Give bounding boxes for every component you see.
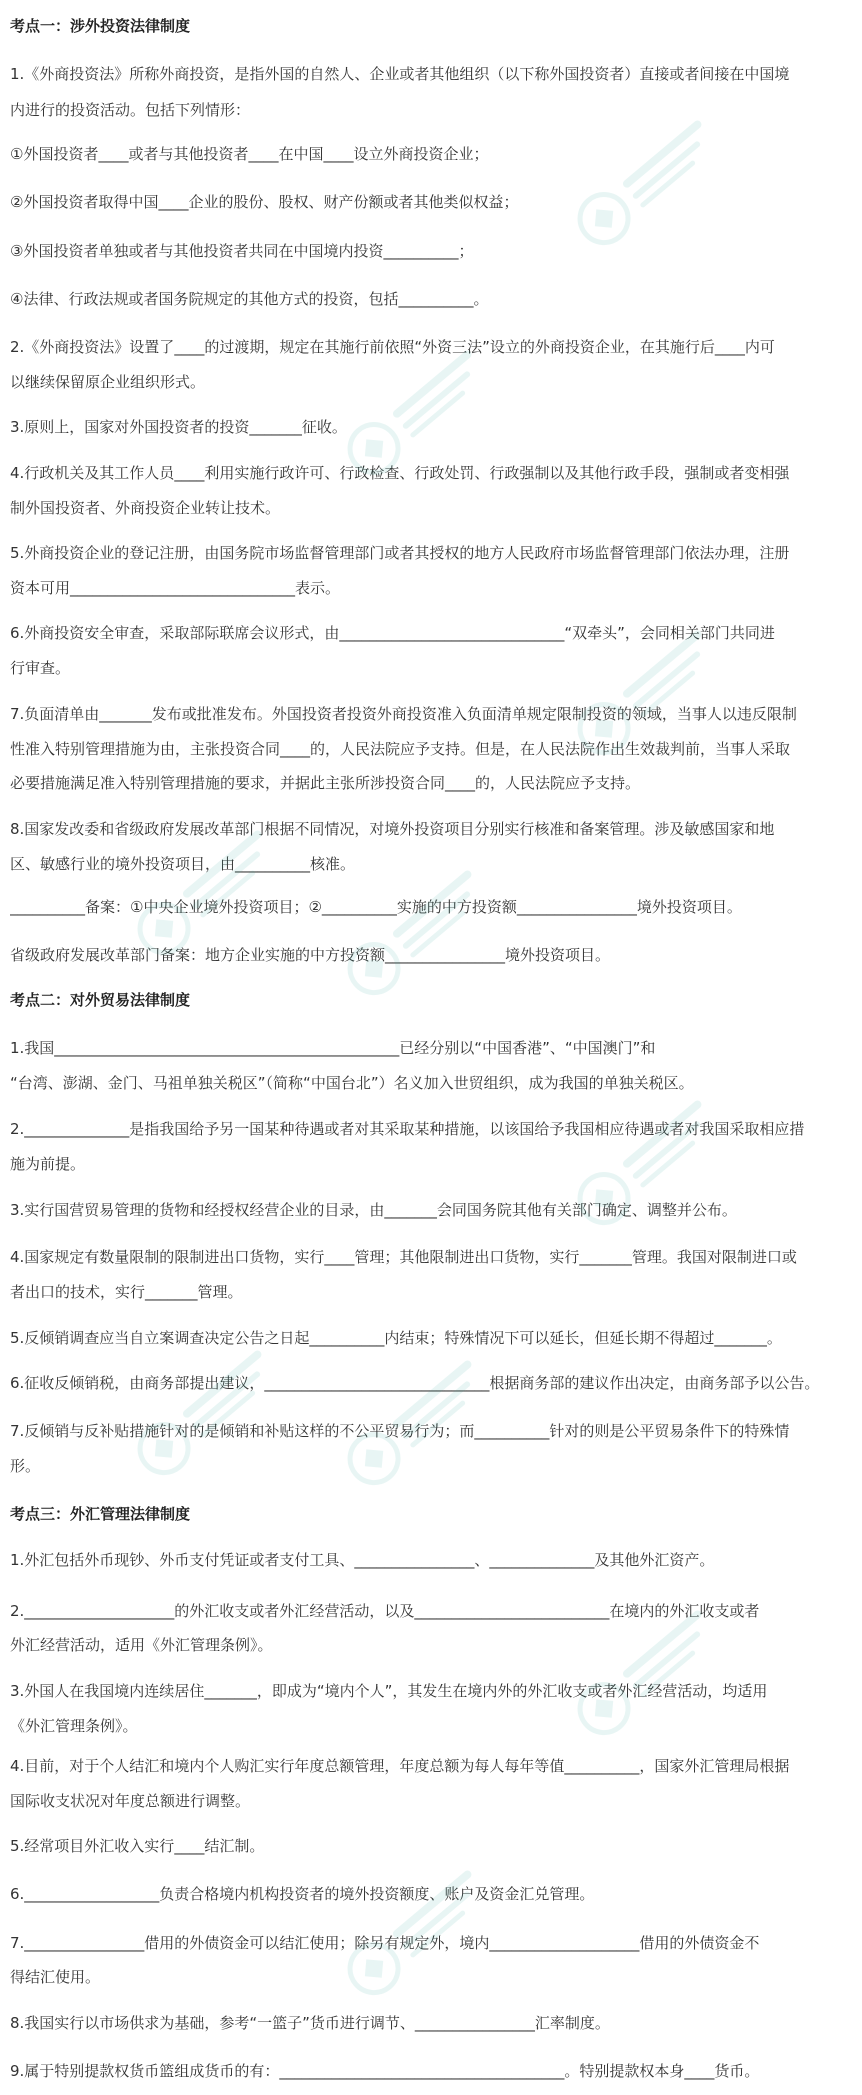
text-line: 施为前提。 bbox=[10, 1155, 86, 1173]
text-line: 制外国投资者、外商投资企业转让技术。 bbox=[10, 499, 281, 517]
text-line: 2.《外商投资法》设置了____的过渡期，规定在其施行前依照“外资三法”设立的外商投资企业，在其施行后____内可 bbox=[10, 338, 775, 356]
text-line: 5.反倾销调查应当自立案调查决定公告之日起__________内结束；特殊情况下可以延长，但延长期不得超过_______。 bbox=[10, 1329, 782, 1347]
text-line: 4.目前，对于个人结汇和境内个人购汇实行年度总额管理，年度总额为每人每年等值__________，国家外汇管理局根据 bbox=[10, 1757, 790, 1775]
text-line: 内进行的投资活动。包括下列情形： bbox=[10, 101, 251, 119]
text-line: 必要措施满足准入特别管理措施的要求，并据此主张所涉投资合同____的，人民法院应予支持。 bbox=[10, 774, 641, 792]
text-line: 资本可用______________________________表示。 bbox=[10, 579, 341, 597]
text-line: 得结汇使用。 bbox=[10, 1968, 101, 1986]
text-line: 形。 bbox=[10, 1457, 41, 1475]
text-line: 《外汇管理条例》。 bbox=[10, 1717, 138, 1735]
text-line: ①外国投资者____或者与其他投资者____在中国____设立外商投资企业； bbox=[10, 145, 489, 163]
text-line: 者出口的技术，实行_______管理。 bbox=[10, 1283, 243, 1301]
text-line: 1.我国______________________________________________已经分别以“中国香港”、“中国澳门”和 bbox=[10, 1039, 656, 1057]
text-line: ②外国投资者取得中国____企业的股份、股权、财产份额或者其他类似权益； bbox=[10, 193, 519, 211]
text-line: 8.国家发改委和省级政府发展改革部门根据不同情况，对境外投资项目分别实行核准和备案管理。涉及敏感国家和地 bbox=[10, 820, 775, 838]
text-line: 2.____________________的外汇收支或者外汇经营活动，以及__________________________在境内的外汇收支或者 bbox=[10, 1602, 760, 1620]
text-line: 省级政府发展改革部门备案：地方企业实施的中方投资额________________境外投资项目。 bbox=[10, 946, 611, 964]
text-line: 6.征收反倾销税，由商务部提出建议，______________________________根据商务部的建议作出决定，由商务部予以公告。 bbox=[10, 1374, 820, 1392]
text-line: 1.外汇包括外币现钞、外币支付凭证或者支付工具、________________、______________及其他外汇资产。 bbox=[10, 1551, 715, 1569]
text-line: 7.负面清单由_______发布或批准发布。外国投资者投资外商投资准入负面清单规定限制投资的领域，当事人以违反限制 bbox=[10, 705, 797, 723]
text-line: 9.属于特别提款权货币篮组成货币的有：______________________________________。特别提款权本身____货币。 bbox=[10, 2062, 760, 2080]
text-line: 以继续保留原企业组织形式。 bbox=[10, 373, 206, 391]
text-line: ④法律、行政法规或者国务院规定的其他方式的投资，包括__________。 bbox=[10, 290, 489, 308]
text-line: 1.《外商投资法》所称外商投资，是指外国的自然人、企业或者其他组织（以下称外国投资者）直接或者间接在中国境 bbox=[10, 65, 790, 83]
section-heading: 考点一：涉外投资法律制度 bbox=[10, 17, 191, 35]
text-line: __________备案：①中央企业境外投资项目；②__________实施的中方投资额________________境外投资项目。 bbox=[10, 898, 742, 916]
text-line: 4.行政机关及其工作人员____利用实施行政许可、行政检查、行政处罚、行政强制以及其他行政手段，强制或者变相强 bbox=[10, 464, 790, 482]
text-line: 外汇经营活动，适用《外汇管理条例》。 bbox=[10, 1636, 273, 1654]
text-line: 7.反倾销与反补贴措施针对的是倾销和补贴这样的不公平贸易行为；而__________针对的则是公平贸易条件下的特殊情 bbox=[10, 1422, 790, 1440]
text-line: 6.__________________负责合格境内机构投资者的境外投资额度、账户及资金汇兑管理。 bbox=[10, 1885, 595, 1903]
text-line: 国际收支状况对年度总额进行调整。 bbox=[10, 1792, 251, 1810]
text-line: “台湾、澎湖、金门、马祖单独关税区”（简称“中国台北”）名义加入世贸组织，成为我国的单独关税区。 bbox=[10, 1074, 694, 1092]
text-line: 7.________________借用的外债资金可以结汇使用；除另有规定外，境内____________________借用的外债资金不 bbox=[10, 1934, 760, 1952]
text-line: 8.我国实行以市场供求为基础，参考“一篮子”货币进行调节、________________汇率制度。 bbox=[10, 2014, 610, 2032]
text-line: 3.原则上，国家对外国投资者的投资_______征收。 bbox=[10, 418, 347, 436]
section-heading: 考点三：外汇管理法律制度 bbox=[10, 1505, 191, 1523]
text-line: 区、敏感行业的境外投资项目，由__________核准。 bbox=[10, 855, 356, 873]
section-heading: 考点二：对外贸易法律制度 bbox=[10, 991, 191, 1009]
text-line: 2.______________是指我国给予另一国某种待遇或者对其采取某种措施，以该国给予我国相应待遇或者对我国采取相应措 bbox=[10, 1120, 805, 1138]
text-line: 4.国家规定有数量限制的限制进出口货物，实行____管理；其他限制进出口货物，实行_______管理。我国对限制进口或 bbox=[10, 1248, 797, 1266]
text-line: 5.经常项目外汇收入实行____结汇制。 bbox=[10, 1837, 265, 1855]
text-line: 6.外商投资安全审查，采取部际联席会议形式，由______________________________“双牵头”，会同相关部门共同进 bbox=[10, 624, 775, 642]
text-line: 3.实行国营贸易管理的货物和经授权经营企业的目录，由_______会同国务院其他有关部门确定、调整并公布。 bbox=[10, 1201, 737, 1219]
text-line: 行审查。 bbox=[10, 659, 71, 677]
text-line: 3.外国人在我国境内连续居住_______，即成为“境内个人”，其发生在境内外的外汇收支或者外汇经营活动，均适用 bbox=[10, 1682, 768, 1700]
text-line: 5.外商投资企业的登记注册，由国务院市场监督管理部门或者其授权的地方人民政府市场监督管理部门依法办理，注册 bbox=[10, 544, 790, 562]
text-line: 性准入特别管理措施为由，主张投资合同____的，人民法院应予支持。但是，在人民法院作出生效裁判前，当事人采取 bbox=[10, 740, 791, 758]
text-line: ③外国投资者单独或者与其他投资者共同在中国境内投资__________； bbox=[10, 242, 474, 260]
